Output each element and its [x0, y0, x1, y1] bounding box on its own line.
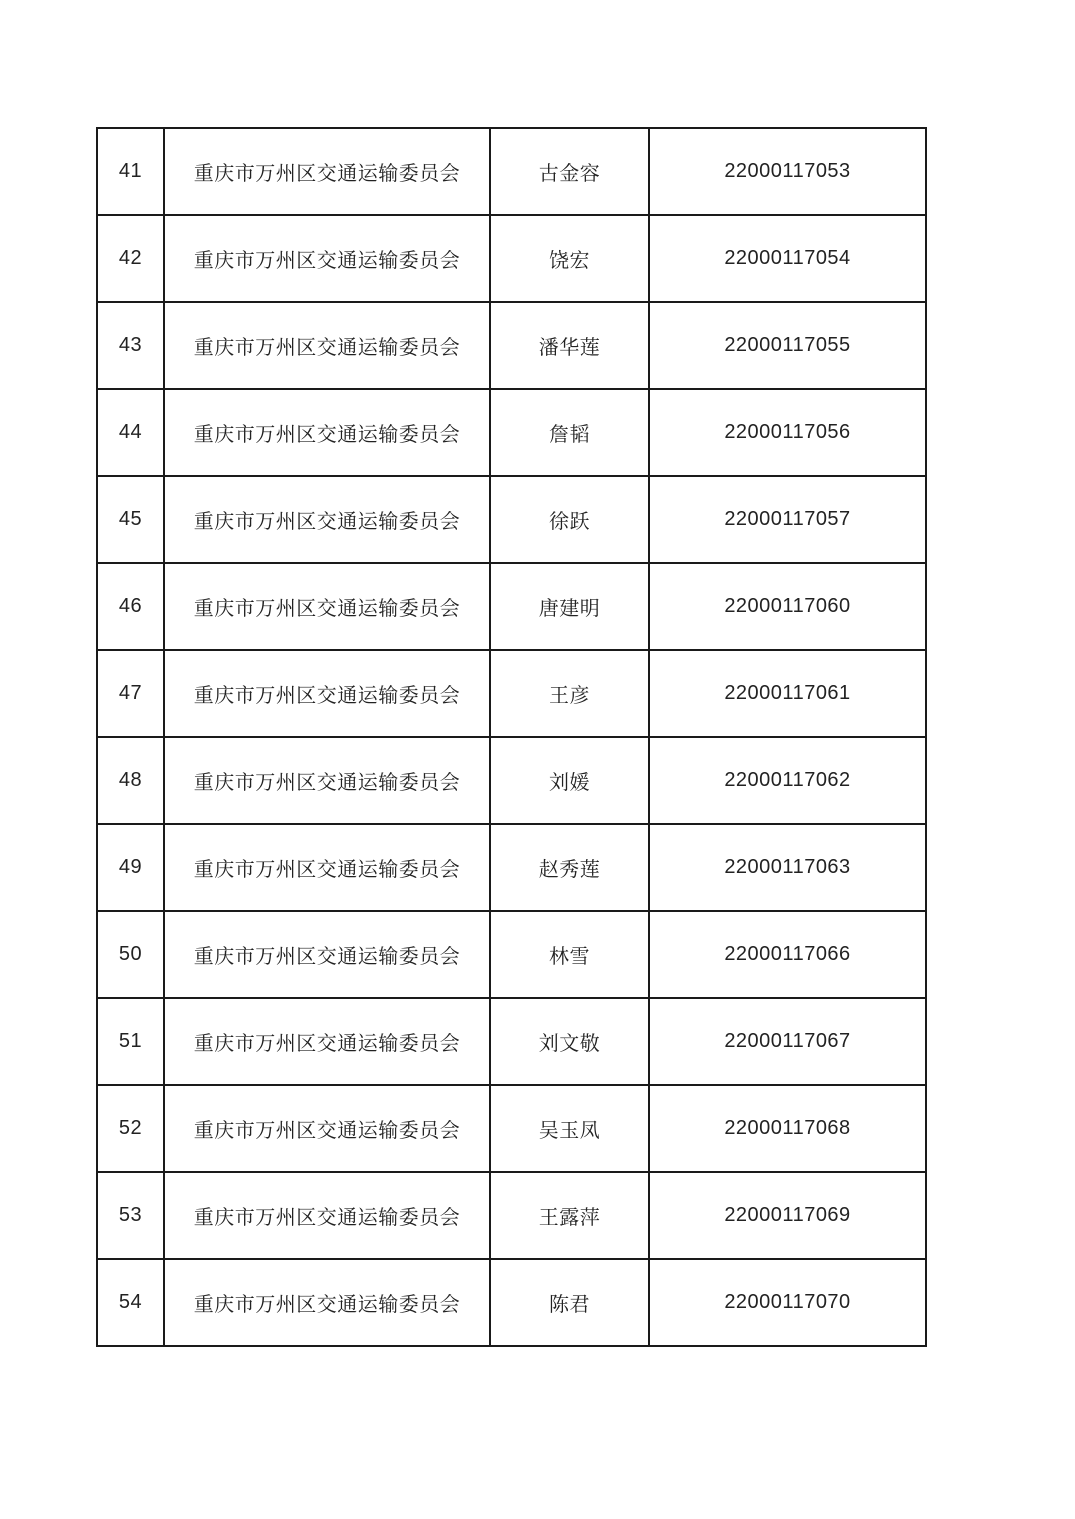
id-number: 22000117060 — [649, 563, 926, 650]
person-name: 饶宏 — [490, 215, 649, 302]
person-name: 赵秀莲 — [490, 824, 649, 911]
id-number: 22000117070 — [649, 1259, 926, 1346]
table-row — [97, 128, 926, 215]
row-number: 48 — [97, 737, 164, 824]
organization-name: 重庆市万州区交通运输委员会 — [164, 998, 490, 1085]
row-number: 41 — [97, 128, 164, 215]
table-row — [97, 563, 926, 650]
id-number: 22000117055 — [649, 302, 926, 389]
organization-name: 重庆市万州区交通运输委员会 — [164, 128, 490, 215]
organization-name: 重庆市万州区交通运输委员会 — [164, 215, 490, 302]
person-name: 吴玉凤 — [490, 1085, 649, 1172]
organization-name: 重庆市万州区交通运输委员会 — [164, 563, 490, 650]
row-number: 43 — [97, 302, 164, 389]
organization-name: 重庆市万州区交通运输委员会 — [164, 650, 490, 737]
id-number: 22000117067 — [649, 998, 926, 1085]
id-number: 22000117069 — [649, 1172, 926, 1259]
table-row — [97, 302, 926, 389]
person-name: 刘文敬 — [490, 998, 649, 1085]
id-number: 22000117053 — [649, 128, 926, 215]
person-name: 王露萍 — [490, 1172, 649, 1259]
table-row — [97, 476, 926, 563]
organization-name: 重庆市万州区交通运输委员会 — [164, 1172, 490, 1259]
roster-table-body — [97, 128, 926, 1346]
id-number: 22000117057 — [649, 476, 926, 563]
id-number: 22000117063 — [649, 824, 926, 911]
row-number: 51 — [97, 998, 164, 1085]
id-number: 22000117062 — [649, 737, 926, 824]
person-name: 陈君 — [490, 1259, 649, 1346]
organization-name: 重庆市万州区交通运输委员会 — [164, 389, 490, 476]
organization-name: 重庆市万州区交通运输委员会 — [164, 1259, 490, 1346]
person-name: 王彦 — [490, 650, 649, 737]
table-row — [97, 650, 926, 737]
row-number: 53 — [97, 1172, 164, 1259]
table-row — [97, 1259, 926, 1346]
row-number: 46 — [97, 563, 164, 650]
table-row — [97, 1172, 926, 1259]
table-row — [97, 1085, 926, 1172]
id-number: 22000117061 — [649, 650, 926, 737]
id-number: 22000117068 — [649, 1085, 926, 1172]
person-name: 唐建明 — [490, 563, 649, 650]
person-name: 古金容 — [490, 128, 649, 215]
person-name: 潘华莲 — [490, 302, 649, 389]
row-number: 44 — [97, 389, 164, 476]
organization-name: 重庆市万州区交通运输委员会 — [164, 737, 490, 824]
row-number: 42 — [97, 215, 164, 302]
row-number: 47 — [97, 650, 164, 737]
organization-name: 重庆市万州区交通运输委员会 — [164, 302, 490, 389]
organization-name: 重庆市万州区交通运输委员会 — [164, 824, 490, 911]
person-name: 林雪 — [490, 911, 649, 998]
row-number: 54 — [97, 1259, 164, 1346]
row-number: 52 — [97, 1085, 164, 1172]
table-row — [97, 998, 926, 1085]
roster-table — [96, 127, 927, 1347]
table-row — [97, 737, 926, 824]
table-row — [97, 911, 926, 998]
id-number: 22000117054 — [649, 215, 926, 302]
organization-name: 重庆市万州区交通运输委员会 — [164, 1085, 490, 1172]
table-row — [97, 215, 926, 302]
person-name: 刘媛 — [490, 737, 649, 824]
person-name: 徐跃 — [490, 476, 649, 563]
organization-name: 重庆市万州区交通运输委员会 — [164, 476, 490, 563]
table-row — [97, 824, 926, 911]
id-number: 22000117056 — [649, 389, 926, 476]
person-name: 詹韬 — [490, 389, 649, 476]
table-row — [97, 389, 926, 476]
row-number: 50 — [97, 911, 164, 998]
organization-name: 重庆市万州区交通运输委员会 — [164, 911, 490, 998]
row-number: 49 — [97, 824, 164, 911]
id-number: 22000117066 — [649, 911, 926, 998]
row-number: 45 — [97, 476, 164, 563]
